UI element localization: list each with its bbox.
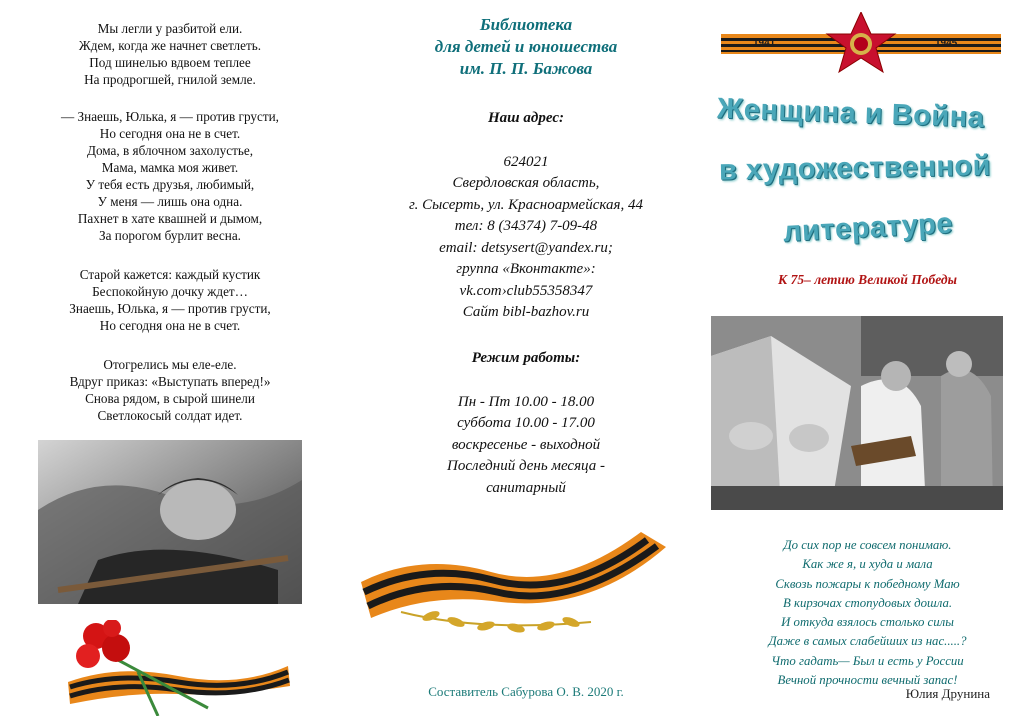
- address-line: 624021: [503, 153, 549, 170]
- hours-line: суббота 10.00 - 17.00: [457, 415, 595, 431]
- emblem-year-start: 1941: [753, 38, 776, 49]
- hours-line: Пн - Пт 10.00 - 18.00: [457, 393, 595, 410]
- poem-line: Светлокосый солдат идет.: [97, 408, 243, 423]
- poem-line: Мы легли у разбитой ели.: [97, 21, 243, 36]
- soldier-photo-art: [38, 440, 302, 604]
- address-block: [341, 108, 711, 324]
- emblem-year-end: 1945: [935, 38, 958, 49]
- poem-line: Что гадать— Был и есть у России: [771, 653, 964, 668]
- poem-author: Юлия Друнина: [905, 686, 990, 701]
- poem-line: И откуда взялось столько силы: [781, 615, 954, 630]
- poem-line: Но сегодня она не в счет.: [99, 126, 241, 141]
- vk-group-label: группа «Вконтакте»:: [456, 261, 596, 277]
- carnations-ribbon-decoration: [58, 620, 298, 716]
- phone-line: тел: 8 (34374) 7-09-48: [454, 218, 598, 234]
- poem-line: Мама, мамка моя живет.: [101, 160, 239, 175]
- address-line: Свердловская область,: [452, 175, 600, 191]
- poem-line: Ждем, когда же начнет светлеть.: [78, 38, 262, 53]
- hours-line: Последний день месяца -: [446, 458, 605, 474]
- poem-line: Под шинелью вдвоем теплее: [89, 55, 251, 70]
- poem-line: Старой кажется: каждый кустик: [79, 267, 261, 282]
- poem-line: В кирзочах стопудовых дошла.: [782, 595, 953, 610]
- poem-line: Сквозь пожары к победному Маю: [775, 576, 960, 591]
- poem-line: У меня — лишь она одна.: [97, 194, 243, 209]
- drunina-poem: [711, 536, 1024, 690]
- compiler-credit: Составитель Сабурова О. В. 2020 г.: [428, 684, 624, 699]
- poem-line: До сих пор не совсем понимаю.: [783, 538, 952, 552]
- poem-line: Снова рядом, в сырой шинели: [85, 391, 255, 406]
- poem-line: Знаешь, Юлька, я — против грусти,: [69, 301, 271, 316]
- poem-stanza-3: [20, 266, 320, 334]
- poem-line: Дома, в яблочном захолустье,: [86, 143, 254, 158]
- poem-line: Но сегодня она не в счет.: [99, 318, 241, 333]
- hours-heading: Режим работы:: [471, 350, 581, 366]
- library-title-line: для детей и юношества: [434, 37, 618, 56]
- hours-line: санитарный: [486, 479, 566, 496]
- middle-panel: [341, 0, 711, 724]
- anniversary-subtitle: К 75– летию Великой Победы: [778, 272, 957, 287]
- brochure-title-line-3: литературе: [782, 207, 954, 249]
- library-title-line: Библиотека: [479, 15, 573, 34]
- poem-stanza-2: [20, 108, 320, 244]
- poem-line: Отогрелись мы еле-еле.: [103, 357, 237, 372]
- left-panel: [0, 0, 341, 724]
- soldier-photo: [38, 440, 302, 604]
- brochure-title-line-2: в художественной: [718, 149, 992, 187]
- website-line: Сайт bibl-bazhov.ru: [462, 304, 590, 320]
- poem-line: У тебя есть друзья, любимый,: [85, 177, 255, 192]
- poem-line: — Знаешь, Юлька, я — против грусти,: [61, 109, 279, 124]
- poem-line: За порогом бурлит весна.: [99, 228, 241, 243]
- poem-line: Даже в самых слабейших из нас.....?: [768, 634, 967, 649]
- poem-line: Пахнет в хате квашней и дымом,: [77, 211, 263, 226]
- women-soldiers-photo-art: [711, 316, 1003, 510]
- brochure-title-line-1: Женщина и Война: [716, 92, 985, 134]
- email-line: email: detsysert@yandex.ru;: [439, 239, 613, 256]
- address-heading: Наш адрес:: [488, 110, 564, 126]
- address-line: г. Сысерть, ул. Красноармейская, 44: [408, 196, 643, 213]
- poem-line: Вдруг приказ: «Выступать вперед!»: [69, 374, 271, 389]
- right-panel: [711, 0, 1024, 724]
- poem-stanza-1: [20, 20, 320, 88]
- hours-block: [341, 348, 711, 499]
- women-soldiers-photo: [711, 316, 1003, 510]
- hours-line: воскресенье - выходной: [451, 436, 601, 453]
- poem-line: Как же я, и худа и мала: [802, 557, 933, 572]
- poem-line: На продрогшей, гнилой земле.: [84, 72, 256, 87]
- poem-line: Беспокойную дочку ждет…: [92, 284, 248, 299]
- poem-stanza-4: [20, 356, 320, 424]
- library-title-line: им. П. П. Бажова: [459, 59, 593, 78]
- vk-group-link: vk.com›club55358347: [459, 282, 593, 299]
- st-george-ribbon-decoration: [361, 522, 671, 647]
- poem-line: Вечной прочности вечный запас!: [777, 673, 958, 688]
- library-title: [341, 14, 711, 80]
